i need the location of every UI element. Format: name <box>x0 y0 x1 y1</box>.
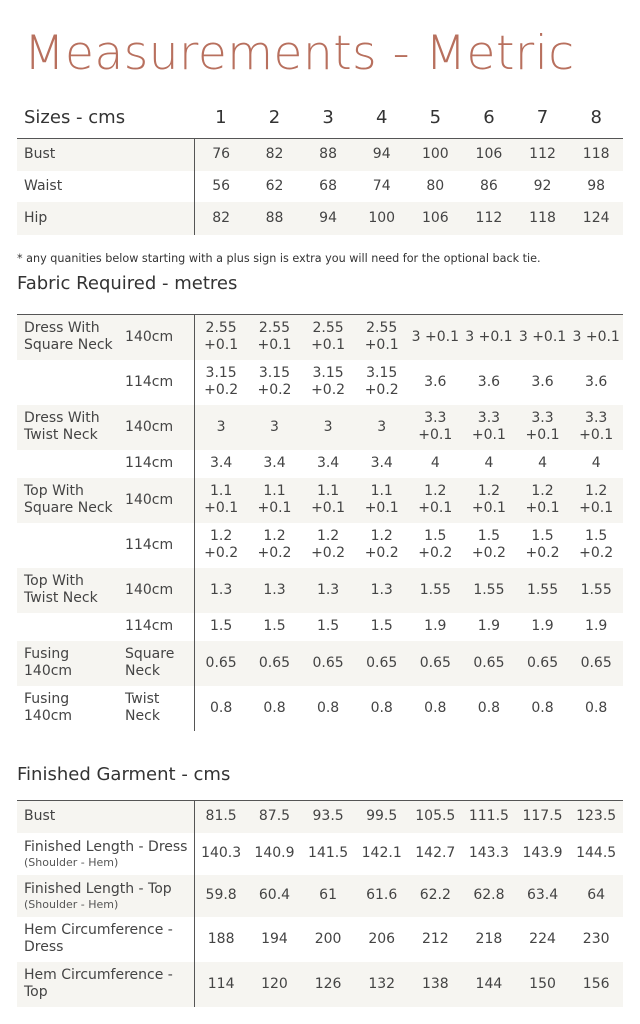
fabric-row <box>17 478 623 523</box>
fabric-value: 1.5 +0.2 <box>471 528 506 561</box>
fabric-value: 0.65 <box>248 641 302 686</box>
fabric-value: 3.15 +0.2 <box>364 365 399 398</box>
measurement-value: 124 <box>569 202 623 235</box>
fabric-table <box>17 314 623 731</box>
measurement-value: 74 <box>372 177 391 194</box>
finished-table <box>17 800 623 1007</box>
fabric-value: 0.8 <box>370 699 393 716</box>
fabric-value: 3.3 +0.1 <box>409 405 463 450</box>
size-col-1: 1 <box>215 106 227 128</box>
finished-value: 120 <box>248 962 302 1007</box>
measurement-row <box>17 139 623 171</box>
fabric-value: 1.2 +0.2 <box>311 528 346 561</box>
size-col-6: 6 <box>483 106 495 128</box>
finished-value: 194 <box>261 930 288 947</box>
finished-value: 206 <box>368 930 396 947</box>
measurement-value: 68 <box>319 177 337 194</box>
fabric-value: 0.65 <box>194 641 248 686</box>
fabric-value: 1.1 +0.1 <box>248 478 302 523</box>
finished-label: Bust <box>24 808 56 825</box>
fabric-garment-label: Dress With Square Neck <box>17 315 117 360</box>
fabric-value: 0.65 <box>462 641 516 686</box>
fabric-garment-label <box>17 360 117 405</box>
finished-value: 99.5 <box>355 801 409 833</box>
fabric-value: 1.9 <box>531 618 554 634</box>
fabric-value: 3 +0.1 <box>462 315 516 360</box>
measurement-value: 106 <box>409 202 463 235</box>
fabric-row <box>17 686 623 731</box>
measurement-value: 80 <box>426 177 445 194</box>
fabric-value: 1.55 <box>462 568 516 613</box>
fabric-value: 3.4 <box>370 455 393 471</box>
fabric-value: 1.1 +0.1 <box>194 478 248 523</box>
fabric-garment-label: Fusing 140cm <box>24 691 73 724</box>
fabric-value: 1.9 <box>424 618 447 634</box>
fabric-garment-label: Fusing 140cm <box>17 641 117 686</box>
fabric-value: 1.2 +0.1 <box>516 478 570 523</box>
fabric-row <box>17 523 623 568</box>
fabric-width-label: 140cm <box>117 568 194 613</box>
fabric-row <box>17 360 623 405</box>
finished-label: Hem Circumference - Top <box>24 967 173 1000</box>
fabric-width-label: Square Neck <box>117 641 194 686</box>
measurement-value: 76 <box>194 139 248 171</box>
fabric-value: 3.4 <box>316 455 340 471</box>
measurement-row <box>17 202 623 235</box>
fabric-value: 3 <box>194 405 248 450</box>
fabric-value: 3 +0.1 <box>516 315 570 360</box>
finished-label-note: (Shoulder - Hem) <box>24 855 119 869</box>
finished-value: 224 <box>529 930 556 947</box>
fabric-value: 1.5 <box>263 618 286 634</box>
fabric-value: 1.5 <box>194 613 248 641</box>
fabric-row <box>17 315 623 360</box>
fabric-table-body <box>17 315 623 731</box>
fabric-value: 0.8 <box>585 699 608 716</box>
finished-value: 61 <box>301 875 355 917</box>
fabric-value: 3.4 <box>263 455 286 471</box>
fabric-width-label: 140cm <box>117 315 194 360</box>
fabric-value: 0.65 <box>516 641 570 686</box>
fabric-value: 0.8 <box>424 699 447 716</box>
finished-value: 156 <box>569 962 623 1007</box>
measurement-value: 112 <box>462 202 516 235</box>
fabric-value: 4 <box>484 455 494 471</box>
size-col-2: 2 <box>268 106 281 128</box>
finished-value: 126 <box>301 962 355 1007</box>
fabric-value: 0.8 <box>316 699 340 716</box>
fabric-value: 3.6 <box>477 373 501 390</box>
size-col-8: 8 <box>590 106 602 128</box>
fabric-width-label: 114cm <box>125 618 174 634</box>
measurement-value: 106 <box>462 139 516 171</box>
fabric-value: 1.5 +0.2 <box>525 528 560 561</box>
finished-value: 64 <box>569 875 623 917</box>
measurement-value: 56 <box>194 171 248 202</box>
finished-value: 140.9 <box>254 845 295 861</box>
fabric-value: 3.3 +0.1 <box>516 405 570 450</box>
fabric-value: 1.55 <box>569 568 623 613</box>
fabric-value: 0.8 <box>477 699 501 716</box>
fabric-value: 3 +0.1 <box>409 315 463 360</box>
fabric-value: 0.8 <box>194 686 248 731</box>
finished-value: 138 <box>409 962 463 1007</box>
fabric-value: 0.8 <box>263 699 286 716</box>
finished-value: 212 <box>421 930 449 947</box>
fabric-value: 3.6 <box>531 373 554 390</box>
size-col-4: 4 <box>375 106 388 128</box>
measurement-row <box>17 171 623 202</box>
size-col-3: 3 <box>322 106 334 128</box>
measurement-label: Hip <box>17 202 194 235</box>
finished-value: 111.5 <box>462 801 516 833</box>
finished-row <box>17 801 623 833</box>
fabric-value: 3.15 +0.2 <box>194 360 248 405</box>
finished-row <box>17 962 623 1007</box>
finished-value: 123.5 <box>569 801 623 833</box>
finished-label-note: (Shoulder - Hem) <box>24 897 119 911</box>
fabric-value: 3.3 +0.1 <box>462 405 516 450</box>
finished-value: 142.1 <box>361 845 402 861</box>
finished-value: 62.8 <box>462 875 516 917</box>
sizes-measurements-table <box>17 138 623 235</box>
finished-value: 140.3 <box>194 833 248 875</box>
sizes-header-label: Sizes - cms <box>24 106 126 128</box>
finished-value: 144.5 <box>576 845 617 861</box>
sizes-table <box>17 96 623 138</box>
fabric-value: 2.55 +0.1 <box>194 315 248 360</box>
finished-value: 59.8 <box>194 875 248 917</box>
fabric-value: 2.55 +0.1 <box>301 315 355 360</box>
fabric-value: 1.2 +0.2 <box>194 523 248 568</box>
measurement-label: Waist <box>24 177 63 194</box>
measurement-value: 94 <box>301 202 355 235</box>
fabric-value: 3.3 +0.1 <box>569 405 623 450</box>
fabric-row <box>17 405 623 450</box>
finished-value: 61.6 <box>355 875 409 917</box>
fabric-garment-label <box>17 613 117 641</box>
size-col-7: 7 <box>536 106 549 128</box>
fabric-value: 3.4 <box>194 450 248 478</box>
fabric-value: 3.6 <box>585 373 608 390</box>
fabric-value: 1.5 <box>316 618 340 634</box>
fabric-width-label: Twist Neck <box>125 691 160 724</box>
fabric-value: 1.5 <box>370 618 393 634</box>
finished-label: Finished Length - Top <box>24 880 172 897</box>
fabric-value: 0.65 <box>569 641 623 686</box>
finished-value: 200 <box>314 930 342 947</box>
finished-value: 114 <box>194 962 248 1007</box>
fabric-section-title: Fabric Required - metres <box>17 273 238 294</box>
fabric-row <box>17 450 623 478</box>
sizes-header-row <box>17 96 623 138</box>
fabric-value: 4 <box>591 455 601 471</box>
fabric-width-label: 140cm <box>117 478 194 523</box>
finished-label-cell <box>17 962 194 1007</box>
measurement-value: 100 <box>355 202 409 235</box>
finished-label: Hem Circumference - Dress <box>24 922 173 955</box>
fabric-value: 4 <box>538 455 547 471</box>
fabric-value: 1.5 +0.2 <box>418 528 453 561</box>
fabric-width-label: 114cm <box>125 536 174 553</box>
fabric-garment-label: Dress With Twist Neck <box>17 405 117 450</box>
finished-row <box>17 917 623 962</box>
fabric-garment-label <box>17 450 117 478</box>
fabric-value: 1.2 +0.2 <box>257 528 292 561</box>
fabric-value: 3.6 <box>424 373 447 390</box>
fabric-value: 3 <box>355 405 409 450</box>
fabric-width-label: 114cm <box>125 373 174 390</box>
fabric-value: 0.65 <box>409 641 463 686</box>
size-col-5: 5 <box>429 106 442 128</box>
finished-value: 62.2 <box>409 875 463 917</box>
fabric-value: 3 <box>248 405 302 450</box>
fabric-row <box>17 641 623 686</box>
fabric-value: 1.3 <box>248 568 302 613</box>
finished-label: Finished Length - Dress <box>24 838 188 855</box>
fabric-value: 0.65 <box>355 641 409 686</box>
finished-label-cell <box>17 875 194 917</box>
fabric-row <box>17 613 623 641</box>
fabric-width-label: 114cm <box>125 455 174 471</box>
finished-label-cell <box>17 801 194 833</box>
finished-row <box>17 875 623 917</box>
fabric-value: 2.55 +0.1 <box>355 315 409 360</box>
fabric-value: 4 <box>430 455 440 471</box>
finished-value: 87.5 <box>248 801 302 833</box>
sizes-table-body <box>17 96 623 138</box>
fabric-garment-label: Top With Twist Neck <box>17 568 117 613</box>
finished-value: 144 <box>462 962 516 1007</box>
fabric-value: 3.15 +0.2 <box>311 365 346 398</box>
finished-value: 60.4 <box>248 875 302 917</box>
measurement-value: 86 <box>480 177 498 194</box>
finished-value: 230 <box>582 930 610 947</box>
measurement-value: 100 <box>409 139 463 171</box>
measurement-value: 118 <box>569 139 623 171</box>
finished-value: 105.5 <box>409 801 463 833</box>
finished-value: 117.5 <box>516 801 570 833</box>
fabric-value: 3 +0.1 <box>569 315 623 360</box>
page-title: Measurements - Metric <box>24 26 575 81</box>
measurement-value: 94 <box>355 139 409 171</box>
fabric-value: 3 <box>301 405 355 450</box>
fabric-width-label: 140cm <box>117 405 194 450</box>
fabric-value: 3.15 +0.2 <box>257 365 292 398</box>
fabric-value: 1.1 +0.1 <box>301 478 355 523</box>
finished-section-title: Finished Garment - cms <box>17 764 231 785</box>
finished-value: 63.4 <box>516 875 570 917</box>
measurement-value: 118 <box>516 202 570 235</box>
finished-value: 218 <box>475 930 503 947</box>
finished-label-cell <box>17 833 194 875</box>
finished-value: 150 <box>516 962 570 1007</box>
finished-row <box>17 833 623 875</box>
measurement-label: Bust <box>17 139 194 171</box>
measurement-value: 92 <box>533 177 552 194</box>
measurement-value: 98 <box>587 177 606 194</box>
finished-label-cell <box>17 917 194 962</box>
fabric-value: 1.55 <box>516 568 570 613</box>
fabric-value: 1.3 <box>194 568 248 613</box>
back-tie-note: * any quanities below starting with a plus sign is extra you will need for the optional back tie. <box>17 252 541 265</box>
fabric-value: 1.3 <box>301 568 355 613</box>
fabric-garment-label: Top With Square Neck <box>17 478 117 523</box>
finished-value: 142.7 <box>415 845 456 861</box>
fabric-garment-label <box>17 523 117 568</box>
fabric-value: 1.55 <box>409 568 463 613</box>
fabric-value: 1.2 +0.2 <box>364 528 399 561</box>
fabric-value: 0.65 <box>301 641 355 686</box>
finished-value: 188 <box>194 917 248 962</box>
fabric-value: 1.9 <box>585 618 608 634</box>
fabric-value: 1.2 +0.1 <box>462 478 516 523</box>
fabric-value: 1.9 <box>477 618 501 634</box>
finished-table-body <box>17 801 623 1007</box>
finished-value: 141.5 <box>308 845 349 861</box>
fabric-value: 1.2 +0.1 <box>569 478 623 523</box>
finished-value: 143.3 <box>468 845 509 861</box>
sizes-measurements-body <box>17 139 623 235</box>
measurement-value: 112 <box>516 139 570 171</box>
measurement-value: 62 <box>265 177 284 194</box>
fabric-value: 1.3 <box>355 568 409 613</box>
finished-value: 81.5 <box>194 801 248 833</box>
fabric-value: 2.55 +0.1 <box>248 315 302 360</box>
finished-value: 132 <box>355 962 409 1007</box>
fabric-value: 1.2 +0.1 <box>409 478 463 523</box>
fabric-row <box>17 568 623 613</box>
fabric-value: 1.5 +0.2 <box>579 528 614 561</box>
measurement-value: 82 <box>194 202 248 235</box>
measurement-value: 88 <box>301 139 355 171</box>
finished-value: 93.5 <box>301 801 355 833</box>
finished-value: 143.9 <box>522 845 563 861</box>
measurement-value: 88 <box>248 202 302 235</box>
fabric-value: 0.8 <box>531 699 554 716</box>
fabric-value: 1.1 +0.1 <box>355 478 409 523</box>
measurement-value: 82 <box>248 139 302 171</box>
